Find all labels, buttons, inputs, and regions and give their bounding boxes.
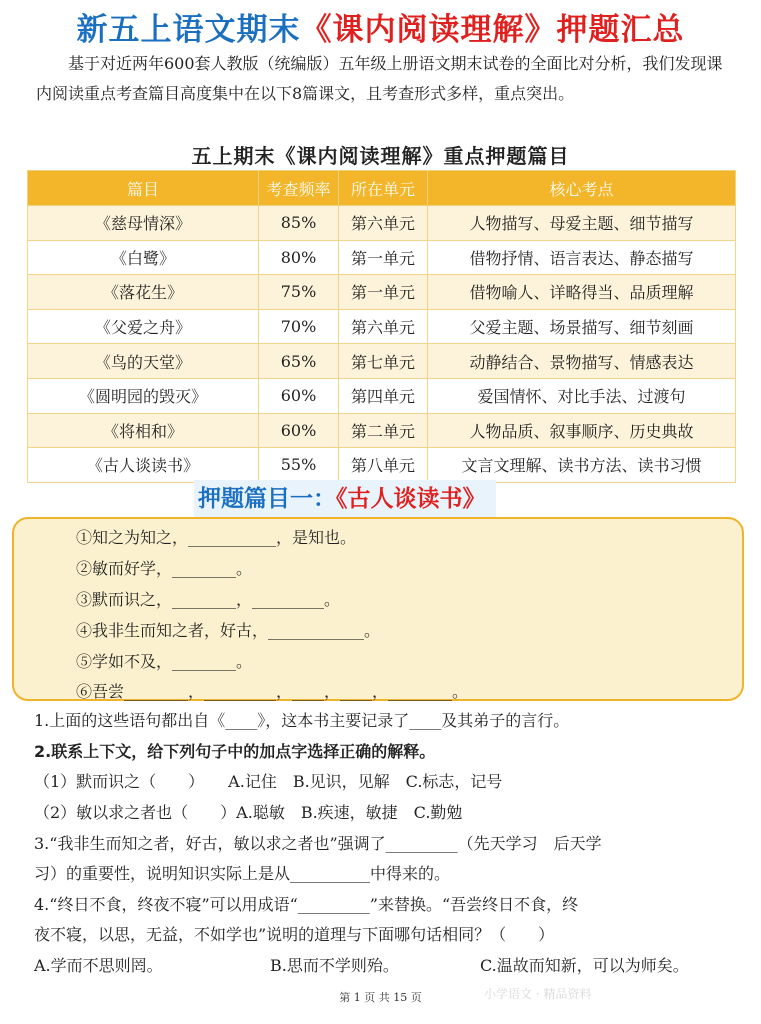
cell-frequency: 85% bbox=[259, 206, 339, 241]
cell-key-points: 人物品质、叙事顺序、历史典故 bbox=[428, 413, 736, 448]
question-3-line2: 习）的重要性，说明知识实际上是从__________中得来的。 bbox=[34, 864, 451, 883]
title-part1: 新五上语文期末 bbox=[76, 12, 301, 48]
header-frequency: 考查频率 bbox=[259, 171, 339, 206]
page-footer: 第 1 页 共 15 页 bbox=[339, 991, 422, 1004]
cell-frequency: 65% bbox=[259, 344, 339, 379]
cell-key-points: 借物喻人、详略得当、品质理解 bbox=[428, 275, 736, 310]
cell-unit: 第四单元 bbox=[339, 378, 428, 413]
table-row bbox=[28, 275, 736, 310]
cell-frequency: 60% bbox=[259, 413, 339, 448]
table-row bbox=[28, 309, 736, 344]
table-row bbox=[28, 413, 736, 448]
table-row bbox=[28, 448, 736, 483]
recitation-box bbox=[12, 517, 744, 701]
cell-unit: 第八单元 bbox=[339, 448, 428, 483]
intro-paragraph: 基于对近两年600套人教版（统编版）五年级上册语文期末试卷的全面比对分析，我们发现课内阅读重点考查篇目高度集中在以下8篇课文，且考查形式多样，重点突出。 bbox=[36, 54, 723, 103]
cell-title: 《慈母情深》 bbox=[28, 206, 259, 241]
section-name: 《古人谈读书》 bbox=[336, 486, 486, 512]
table-row bbox=[28, 240, 736, 275]
cell-title: 《古人谈读书》 bbox=[28, 448, 259, 483]
question-2: 2.联系上下文，给下列句子中的加点字选择正确的解释。 bbox=[34, 742, 436, 761]
box-line: ①知之为知之，___________，是知也。 bbox=[76, 528, 357, 547]
table-row bbox=[28, 344, 736, 379]
table-header-row bbox=[28, 171, 736, 206]
cell-unit: 第六单元 bbox=[339, 309, 428, 344]
cell-title: 《落花生》 bbox=[28, 275, 259, 310]
table-title: 五上期末《课内阅读理解》重点押题篇目 bbox=[191, 144, 570, 168]
section-label: 押题篇目一： bbox=[198, 486, 336, 512]
question-2-1: （1）默而识之（ ） A.记住 B.见识，见解 C.标志，记号 bbox=[34, 772, 503, 791]
question-4-option-b: B.思而不学则殆。 bbox=[270, 956, 399, 975]
cell-key-points: 人物描写、母爱主题、细节描写 bbox=[428, 206, 736, 241]
question-4-option-a: A.学而不思则罔。 bbox=[34, 956, 163, 975]
question-4-line2: 夜不寝，以思，无益，不如学也”说明的道理与下面哪句话相同？（ ） bbox=[34, 925, 555, 944]
box-line: ⑤学如不及，________。 bbox=[76, 652, 253, 671]
cell-key-points: 动静结合、景物描写、情感表达 bbox=[428, 344, 736, 379]
key-texts-table bbox=[27, 170, 736, 483]
cell-title: 《父爱之舟》 bbox=[28, 309, 259, 344]
cell-frequency: 55% bbox=[259, 448, 339, 483]
cell-frequency: 70% bbox=[259, 309, 339, 344]
cell-title: 《圆明园的毁灭》 bbox=[28, 378, 259, 413]
cell-key-points: 借物抒情、语言表达、静态描写 bbox=[428, 240, 736, 275]
cell-unit: 第七单元 bbox=[339, 344, 428, 379]
header-key-points: 核心考点 bbox=[428, 171, 736, 206]
cell-key-points: 父爱主题、场景描写、细节刻画 bbox=[428, 309, 736, 344]
question-2-2: （2）敏以求之者也（ ）A.聪敏 B.疾速，敏捷 C.勤勉 bbox=[34, 803, 463, 822]
cell-key-points: 文言文理解、读书方法、读书习惯 bbox=[428, 448, 736, 483]
box-line: ②敏而好学，________。 bbox=[76, 559, 253, 578]
cell-unit: 第二单元 bbox=[339, 413, 428, 448]
cell-key-points: 爱国情怀、对比手法、过渡句 bbox=[428, 378, 736, 413]
cell-title: 《鸟的天堂》 bbox=[28, 344, 259, 379]
table-row bbox=[28, 206, 736, 241]
watermark: 小学语文 · 精品资料 bbox=[484, 987, 592, 1001]
cell-unit: 第一单元 bbox=[339, 240, 428, 275]
cell-frequency: 80% bbox=[259, 240, 339, 275]
cell-frequency: 75% bbox=[259, 275, 339, 310]
question-1: 1.上面的这些语句都出自《____》，这本书主要记录了____及其弟子的言行。 bbox=[34, 711, 570, 730]
box-line: ④我非生而知之者，好古，____________。 bbox=[76, 621, 381, 640]
box-line: ③默而识之，________，_________。 bbox=[76, 590, 341, 609]
question-4-option-c: C.温故而知新，可以为师矣。 bbox=[480, 956, 689, 975]
cell-unit: 第一单元 bbox=[339, 275, 428, 310]
box-line: ⑥吾尝________，_________，____，____，________。 bbox=[76, 682, 469, 701]
header-unit: 所在单元 bbox=[339, 171, 428, 206]
table-row bbox=[28, 378, 736, 413]
cell-unit: 第六单元 bbox=[339, 206, 428, 241]
title-part2: 《课内阅读理解》押题汇总 bbox=[300, 12, 685, 48]
cell-title: 《将相和》 bbox=[28, 413, 259, 448]
header-title: 篇目 bbox=[28, 171, 259, 206]
cell-title: 《白鹭》 bbox=[28, 240, 259, 275]
page-title bbox=[0, 4, 761, 49]
cell-frequency: 60% bbox=[259, 378, 339, 413]
question-4-line1: 4.“终日不食，终夜不寝”可以用成语“_________”来替换。“吾尝终日不食，终 bbox=[34, 895, 579, 914]
section-title bbox=[194, 480, 496, 518]
question-3-line1: 3.“我非生而知之者，好古，敏以求之者也”强调了_________（先天学习 后天学 bbox=[34, 834, 602, 853]
